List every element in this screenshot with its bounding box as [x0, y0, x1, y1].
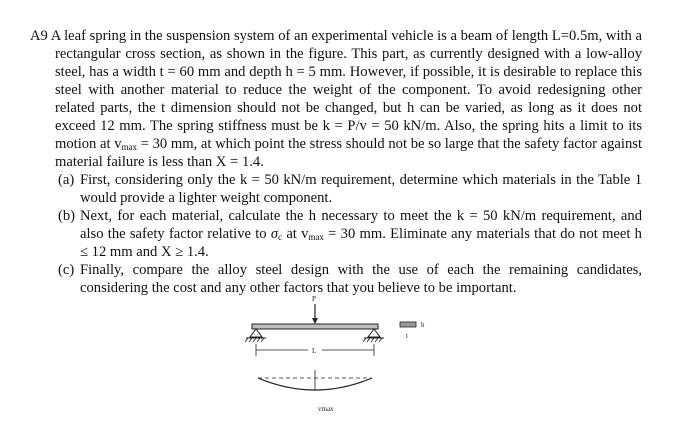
- problem-id: A9: [30, 28, 48, 44]
- beam-diagram: [240, 290, 460, 421]
- right-support: [368, 329, 380, 337]
- beam: [252, 324, 378, 329]
- part-b-text-before: Next, for each material, calculate the h necessary to meet the k = 50 kN/m requirement, and also the safety factor relative to: [80, 208, 642, 242]
- intro-tail: = 30 mm, at which point the stress should not be so large that the safety factor against material failure is less than X = 1.4.: [55, 136, 642, 170]
- left-support-hatch: [245, 338, 264, 342]
- load-label: P: [312, 295, 316, 303]
- part-b: [30, 207, 642, 261]
- vmax-subscript: max: [121, 142, 138, 152]
- right-support-hatch: [363, 338, 382, 342]
- part-c-text: Finally, compare the alloy steel design with the use of each the remaining candidates, considering the cost and any other factors that you believe to be important.: [80, 262, 642, 296]
- length-label: L: [312, 347, 317, 355]
- part-b-text-mid: at: [282, 226, 302, 242]
- intro-text: A leaf spring in the suspension system of an experimental vehicle is a beam of length L=0.5m, with a rectangular cross section, as shown in the figure. This part, as currently designed with a low-alloy steel, has a width t = 60 mm and depth h = 5 mm. However, if possible, it is desirable to replace this steel with another material to reduce the weight of the component. To avoid redesigning other related parts, the t dimension should not be changed, but h can be varied, as long as it does not exceed 12 mm. The spring stiffness must be k = P/v = 50 kN/m. Also, the spring hits a limit to its motion at: [50, 28, 642, 152]
- part-b-text-after: = 30 mm. Eliminate any materials that do not meet h ≤ 12 mm and X ≥ 1.4.: [80, 226, 642, 260]
- section-t-label: t: [406, 332, 408, 340]
- part-b-label: (b): [58, 208, 76, 224]
- part-c-label: (c): [58, 262, 75, 278]
- part-a: [30, 171, 642, 207]
- deflection-label: vmax: [318, 405, 334, 413]
- section-h-label: h: [421, 321, 425, 329]
- beam-figure: [240, 290, 460, 421]
- cross-section: [400, 322, 416, 327]
- vmax-symbol: v: [114, 136, 122, 152]
- problem-text: [30, 27, 642, 297]
- sigma-symbol: σ: [270, 226, 279, 242]
- v-symbol: v: [301, 226, 309, 242]
- v-subscript: max: [308, 232, 324, 242]
- sigma-subscript: c: [278, 232, 283, 242]
- part-a-label: (a): [58, 172, 75, 188]
- left-support: [250, 329, 262, 337]
- part-a-text: First, considering only the k = 50 kN/m requirement, determine which materials in the Table 1 would provide a lighter weight component.: [80, 172, 642, 206]
- problem-intro: [30, 27, 642, 171]
- load-arrow-head: [312, 318, 318, 324]
